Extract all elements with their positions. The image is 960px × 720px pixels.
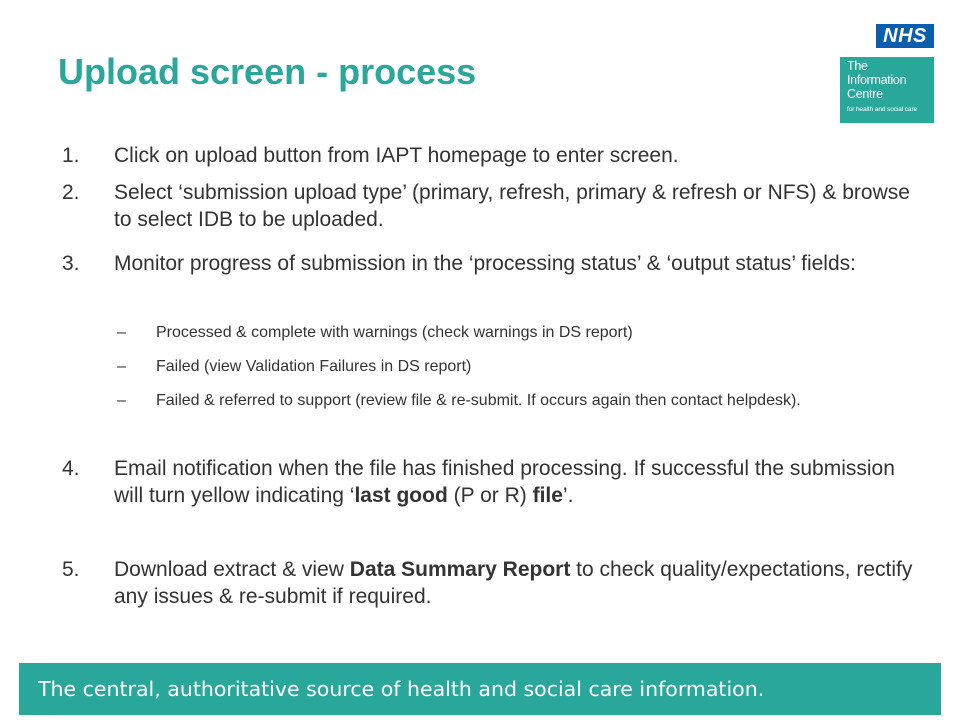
list-text: Select ‘submission upload type’ (primary, refresh, primary & refresh or NFS) & browse to select IDB to be uploaded. — [114, 181, 910, 231]
list-text-bold: last good — [354, 484, 448, 507]
list-text: Click on upload button from IAPT homepage to enter screen. — [114, 144, 679, 167]
sub-dash: – — [117, 358, 126, 375]
logo-line-3: Centre — [847, 87, 883, 101]
list-text — [114, 455, 922, 509]
list-number: 4. — [62, 457, 80, 480]
list-text: Monitor progress of submission in the ‘processing status’ & ‘output status’ fields: — [114, 252, 856, 275]
list-text — [114, 556, 922, 610]
sub-text: Failed (view Validation Failures in DS report) — [156, 358, 472, 375]
sub-text: Failed & referred to support (review file & re-submit. If occurs again then contact helpdesk). — [156, 392, 801, 409]
sub-dash: – — [117, 324, 126, 341]
sub-item-2 — [117, 355, 897, 378]
footer-banner — [19, 663, 941, 715]
list-item-3 — [62, 250, 922, 277]
list-number: 3. — [62, 252, 80, 275]
sub-item-1 — [117, 321, 897, 344]
logo-line-2: Information — [847, 73, 907, 87]
sub-item-3 — [117, 389, 897, 412]
list-number: 1. — [62, 144, 80, 167]
list-number: 2. — [62, 181, 80, 204]
list-text-part: ’. — [562, 484, 574, 507]
list-number: 5. — [62, 558, 80, 581]
list-text-part: (P or R) — [447, 484, 533, 507]
list-item-1 — [62, 142, 922, 169]
page-title: Upload screen - process — [58, 51, 477, 92]
list-item-2 — [62, 179, 922, 233]
list-item-5 — [62, 556, 922, 610]
sub-text: Processed & complete with warnings (check warnings in DS report) — [156, 324, 633, 341]
logo-tagline: for health and social care — [847, 106, 918, 113]
list-text-bold: Data Summary Report — [349, 558, 571, 581]
list-item-4 — [62, 455, 922, 509]
information-centre-logo — [840, 57, 934, 123]
logo-line-1: The — [847, 59, 868, 73]
sub-dash: – — [117, 392, 126, 409]
list-text-part: Download extract & view — [114, 558, 350, 581]
list-text-bold: file — [532, 484, 563, 507]
list-text-part: to check quality/expectations, rectify any issues & re-submit if required. — [114, 558, 913, 608]
nhs-logo: NHS — [876, 24, 934, 48]
list-text-part: Email notification when the file has finished processing. If successful the submission will turn yellow indicating ‘ — [114, 457, 895, 507]
footer-tagline: The central, authoritative source of health and social care information. — [38, 677, 765, 701]
